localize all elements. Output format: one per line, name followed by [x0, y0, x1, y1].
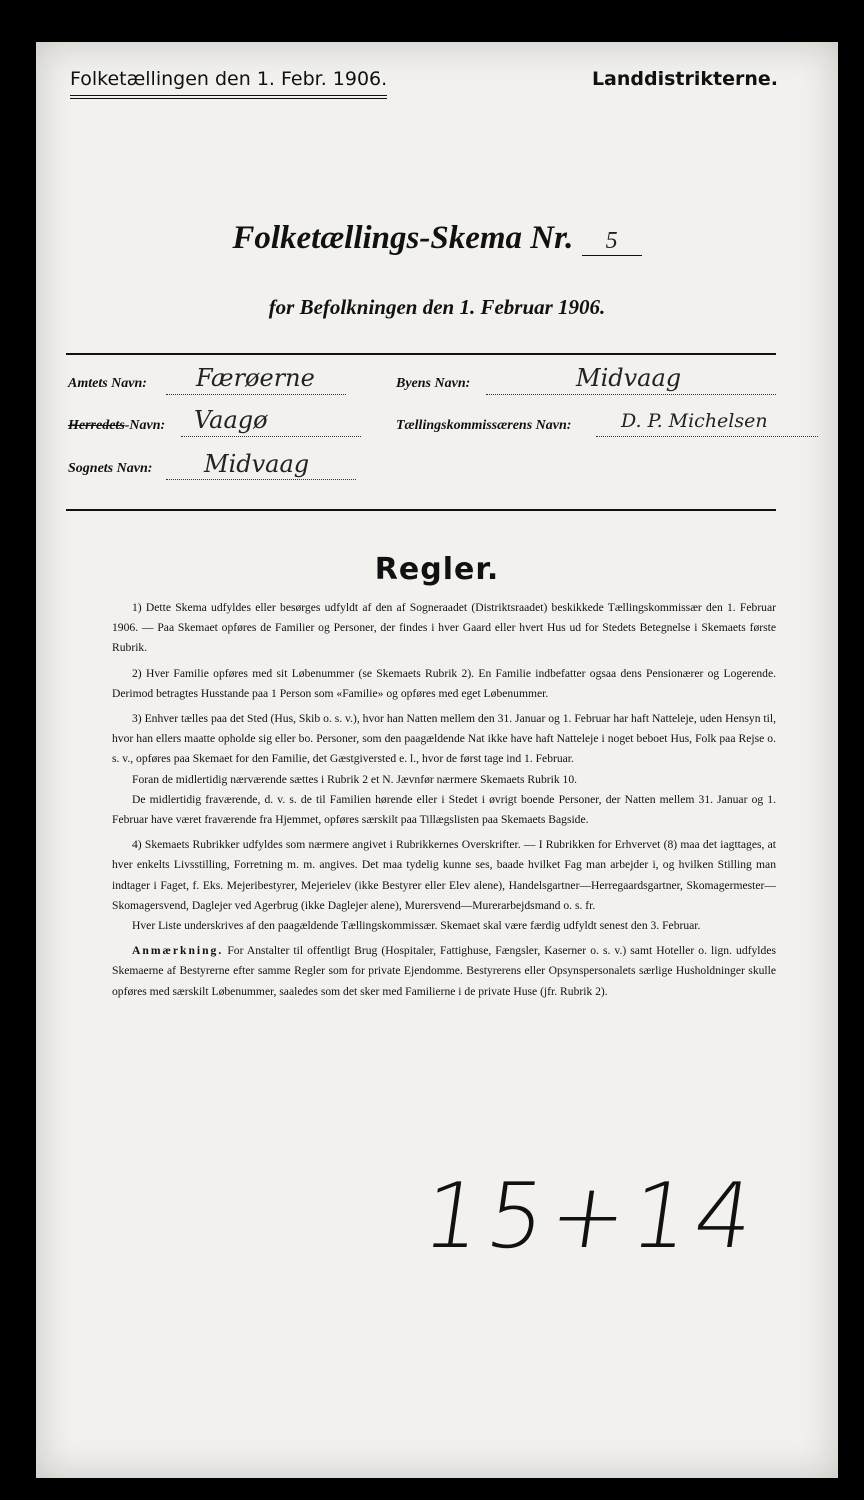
- amt-label: Amtets Navn:: [68, 376, 147, 391]
- rule-3-temporary-present: Foran de midlertidig nærværende sættes i Rubrik 2 et N. Jævnfør nærmere Skemaets Rubrik 10.: [132, 772, 578, 786]
- byen-value: Midvaag: [576, 364, 682, 392]
- remark-label: Anmærkning.: [132, 944, 224, 958]
- rules-heading: Regler.: [374, 552, 500, 587]
- header-census-date: Folketællingen den 1. Febr. 1906.: [70, 68, 387, 90]
- herred-struck-text: Herredets: [68, 418, 125, 433]
- rule-3-temporary-absent: De midlertidig fraværende, d. v. s. de til Familien hørende eller i Stedet i øvrigt boende Personer, der Natten mellem 31. Januar og 1. Februar have været fraværende fra Hjemmet, opføres særskilt paa Tillægslisten paa Skemaets Bagside.: [112, 792, 776, 827]
- byen-label: Byens Navn:: [396, 376, 471, 391]
- fields-divider: [66, 509, 776, 511]
- handwritten-total: 15+14: [416, 1164, 766, 1269]
- rules-text: [112, 598, 776, 1007]
- rule-3: 3) Enhver tælles paa det Sted (Hus, Skib o. s. v.), hvor han Natten mellem den 31. Januar og 1. Februar har haft Natteleje, uden Hensyn til, hvor han ellers maatte opholde sig eller bo. Personer, som den paagældende Nat ikke have haft Natteleje i noget beboet Hus, Folk paa Rejse o. s. v., opføres paa Skemaet for den Familie, det Gæstgiversted e. l., hvor de først tage ind 1. Februar.: [112, 712, 776, 766]
- kommissaer-value: D. P. Michelsen: [621, 410, 768, 432]
- sogn-label: Sognets Navn:: [68, 461, 153, 476]
- herred-label: Herredets-Navn:: [68, 418, 166, 433]
- sogn-value: Midvaag: [204, 450, 310, 478]
- rule-2: 2) Hver Familie opføres med sit Løbenummer (se Skemaets Rubrik 2). En Familie indbefatter ogsaa dens Pensionærer og Logerende. Derimod betragtes Husstande paa 1 Person som «Familie» og opføres med eget Løbenummer.: [112, 666, 776, 700]
- header-district-type: Landdistrikterne.: [591, 68, 778, 90]
- rule-1: 1) Dette Skema udfyldes eller besørges udfyldt af den af Sogneraadet (Distriktsraadet) beskikkede Tællingskommissær den 1. Februar 1906. — Paa Skemaet opføres de Familier og Personer, der findes i hver Gaard eller hvert Hus ud for Stedets Betegnelse i Skemaets første Rubrik.: [112, 601, 776, 655]
- amt-value: Færøerne: [196, 364, 315, 392]
- remark: Anmærkning. For Anstalter til offentligt Brug (Hospitaler, Fattighuse, Fængsler, Kaserner o. s. v.) samt Hoteller o. lign. udfyldes Skemaerne af Bestyrerne efter samme Regler som for private Ejendomme. Bestyrerens eller Opsynspersonalets særlige Husholdninger skulle opføres med særskilt Løbenummer, saaledes som det sker med Familierne i de private Huse (jfr. Rubrik 2).: [112, 944, 776, 998]
- rule-4-signature: Hver Liste underskrives af den paagældende Tællingskommissær. Skemaet skal være færdig udfyldt senest den 3. Februar.: [132, 919, 701, 933]
- form-title: Folketællings-Skema Nr. 5: [36, 220, 838, 257]
- form-number: 5: [582, 228, 642, 256]
- top-divider: [66, 353, 776, 355]
- herred-value: Vaagø: [194, 406, 268, 434]
- form-subtitle: for Befolkningen den 1. Februar 1906.: [268, 295, 606, 319]
- kommissaer-label: Tællingskommissærens Navn:: [396, 418, 572, 433]
- rule-4: 4) Skemaets Rubrikker udfyldes som nærmere angivet i Rubrikkernes Overskrifter. — I Rubrikken for Erhvervet (8) maa det iagttages, at hver enkelts Livsstilling, Forretning m. m. angives. Det maa tydelig kunne ses, baade hvilket Fag man arbejder i, og hvilken Stilling man indtager i Faget, f. Eks. Mejeribestyrer, Mejerielev (ikke Bestyrer eller Elev alene), Handelsgartner—Herregaardsgartner, Skomagermester—Skomagersvend, Daglejer ved Agerbrug (ikke Daglejer alene), Murersvend—Murerarbejdsmand o. s. fr.: [112, 838, 776, 912]
- census-form-page: [36, 42, 838, 1478]
